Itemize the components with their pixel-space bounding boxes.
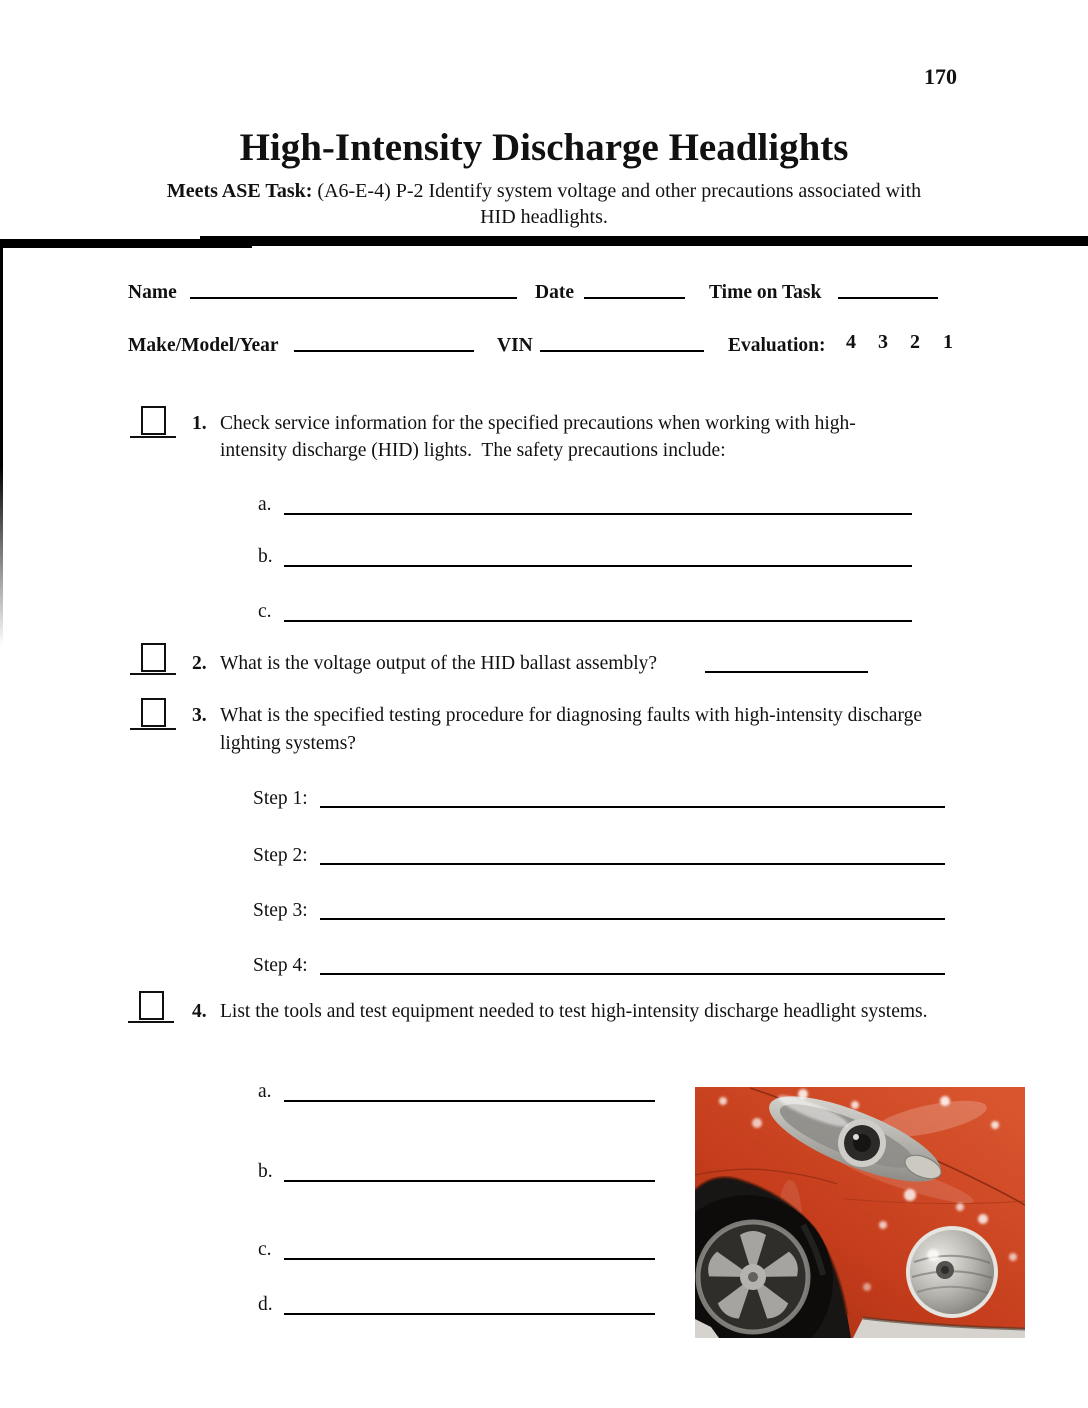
q4-line-d[interactable] — [284, 1313, 655, 1315]
q4-text: List the tools and test equipment needed to test high-intensity discharge headlight systems. — [220, 1001, 928, 1022]
q1-line-b[interactable] — [284, 565, 912, 567]
time-on-task-line[interactable] — [838, 297, 938, 299]
page-title: High-Intensity Discharge Headlights — [239, 126, 849, 169]
ase-task-text: (A6-E-4) P-2 Identify system voltage and other precautions associated with — [312, 180, 922, 202]
vin-label: VIN — [497, 335, 533, 356]
ase-task-text-line2: HID headlights. — [480, 206, 608, 228]
q4-line-c-label: c. — [258, 1239, 272, 1260]
make-model-year-line[interactable] — [294, 350, 474, 352]
q4-line-c[interactable] — [284, 1258, 655, 1260]
q1-line-c-label: c. — [258, 601, 272, 622]
q3-number: 3. — [192, 705, 207, 726]
page-number: 170 — [924, 64, 957, 89]
q1-line-a-label: a. — [258, 494, 272, 515]
q4-line-b-label: b. — [258, 1161, 273, 1182]
q1-text: Check service information for the specified precautions when working with high-intensity discharge (HID) lights. The safety precautions include: — [220, 413, 856, 461]
q2-checkbox[interactable] — [141, 643, 166, 672]
evaluation-option-1[interactable]: 1 — [943, 331, 953, 353]
q4-line-b[interactable] — [284, 1180, 655, 1182]
q3-step3-line[interactable] — [320, 918, 945, 920]
vin-line[interactable] — [540, 350, 704, 352]
q2-number: 2. — [192, 653, 207, 674]
q3-step2-line[interactable] — [320, 863, 945, 865]
q1-checkbox[interactable] — [141, 406, 166, 435]
q3-text: What is the specified testing procedure for diagnosing faults with high-intensity discharge lighting systems? — [220, 705, 927, 754]
make-model-year-label: Make/Model/Year — [128, 335, 279, 356]
time-on-task-label: Time on Task — [709, 282, 822, 303]
q1-line-c[interactable] — [284, 620, 912, 622]
q3-step4-label: Step 4: — [253, 955, 308, 976]
q3-step3-label: Step 3: — [253, 900, 308, 921]
q2-checkbox-underline — [130, 673, 176, 675]
q2-answer-line[interactable] — [705, 671, 868, 673]
q4-line-d-label: d. — [258, 1294, 273, 1315]
evaluation-option-4[interactable]: 4 — [846, 331, 856, 353]
q4-line-a-label: a. — [258, 1081, 272, 1102]
q1-number: 1. — [192, 413, 207, 434]
ase-task-line — [0, 178, 1088, 204]
q2-text: What is the voltage output of the HID ballast assembly? — [220, 653, 662, 674]
car-headlight-photo — [695, 1087, 1025, 1338]
q3-step1-line[interactable] — [320, 806, 945, 808]
q1-line-a[interactable] — [284, 513, 912, 515]
q3-checkbox-underline — [130, 728, 176, 730]
q3-checkbox[interactable] — [141, 698, 166, 727]
q1-line-b-label: b. — [258, 546, 273, 567]
name-line[interactable] — [190, 297, 517, 299]
q4-checkbox[interactable] — [139, 991, 164, 1020]
date-line[interactable] — [584, 297, 685, 299]
date-label: Date — [535, 282, 574, 303]
q4-line-a[interactable] — [284, 1100, 655, 1102]
ase-task-label: Meets ASE Task: — [166, 180, 313, 202]
evaluation-option-3[interactable]: 3 — [878, 331, 888, 353]
q1-checkbox-underline — [130, 436, 176, 438]
q3-step2-label: Step 2: — [253, 845, 308, 866]
evaluation-label: Evaluation: — [728, 335, 826, 356]
header-rule — [200, 236, 1088, 246]
q4-checkbox-underline — [128, 1021, 174, 1023]
name-label: Name — [128, 282, 177, 303]
q3-step4-line[interactable] — [320, 973, 945, 975]
q3-step1-label: Step 1: — [253, 788, 308, 809]
evaluation-option-2[interactable]: 2 — [910, 331, 920, 353]
q4-number: 4. — [192, 1001, 207, 1022]
car-photo-svg — [695, 1087, 1025, 1338]
left-margin-rule — [0, 246, 3, 646]
